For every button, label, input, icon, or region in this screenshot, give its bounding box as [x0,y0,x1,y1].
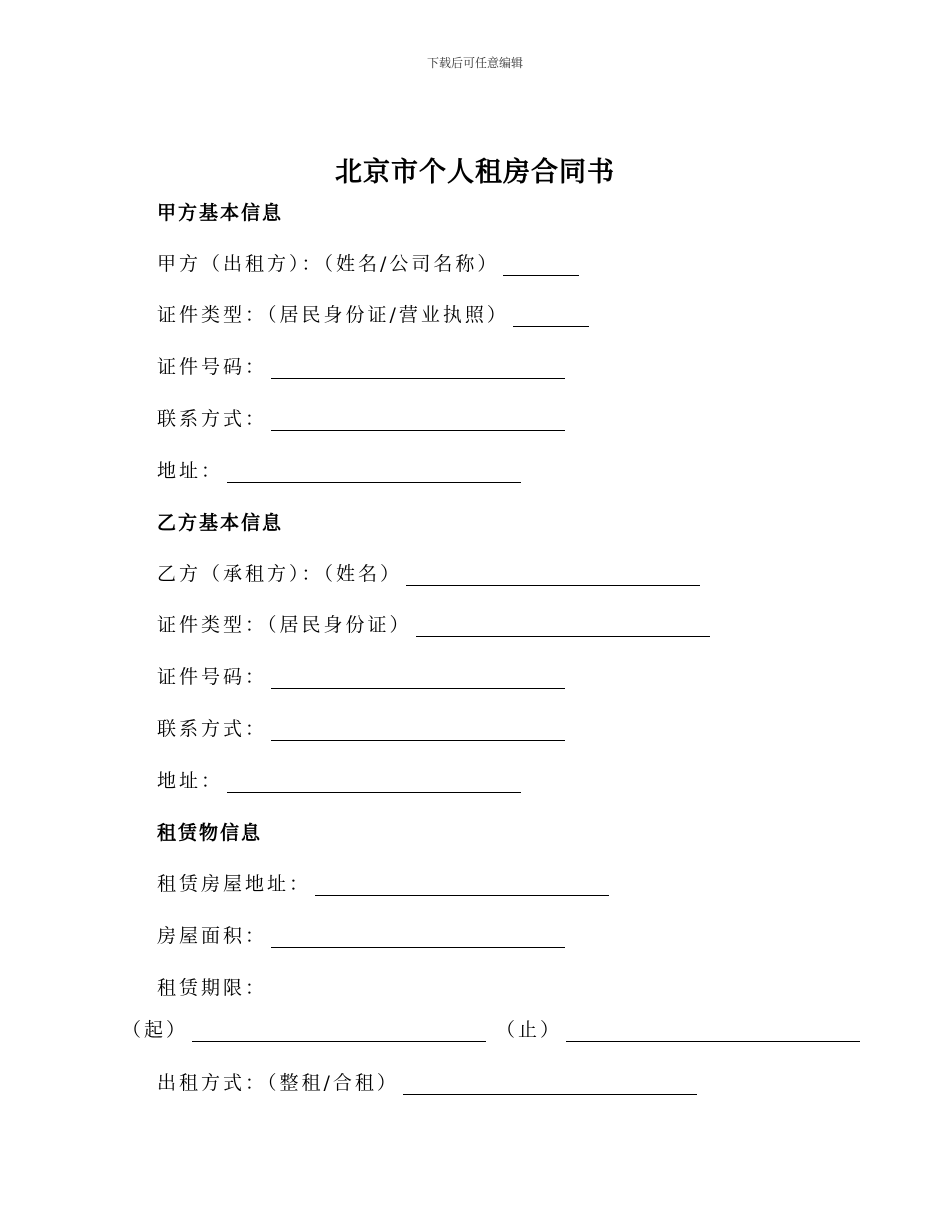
party-b-address-field[interactable] [227,770,521,793]
party-b-id-number-row [157,662,565,689]
party-b-contact-row [157,714,565,741]
party-b-address-label: 地址： [157,770,224,792]
party-b-id-number-field[interactable] [271,666,565,689]
party-a-id-number-label: 证件号码： [157,356,268,378]
property-area-row [157,921,565,948]
property-area-field[interactable] [271,925,565,948]
property-address-row [157,869,609,896]
property-area-label: 房屋面积： [157,925,268,947]
lease-end-field[interactable] [566,1019,860,1042]
party-a-id-type-label: 证件类型：（居民身份证/营业执照） [157,304,509,326]
party-b-id-type-row [157,610,710,637]
party-a-heading: 甲方基本信息 [157,202,284,224]
lease-term-row [157,973,267,1000]
party-a-id-type-row [157,300,589,327]
party-b-id-type-field[interactable] [416,614,710,637]
lease-period-row [122,1015,860,1042]
party-a-id-number-field[interactable] [271,356,565,379]
party-a-id-type-field[interactable] [513,304,589,327]
party-a-address-field[interactable] [227,460,521,483]
property-address-label: 租赁房屋地址： [157,873,312,895]
lease-start-label: （起） [122,1019,189,1041]
rental-mode-field[interactable] [403,1072,697,1095]
party-b-contact-field[interactable] [271,718,565,741]
party-a-name-field[interactable] [503,253,579,276]
document-title: 北京市个人租房合同书 [335,157,615,188]
party-b-heading: 乙方基本信息 [157,512,284,534]
party-b-address-row [157,766,521,793]
property-heading: 租赁物信息 [157,822,263,844]
party-a-id-number-row [157,352,565,379]
party-a-name-row [157,249,579,276]
lease-start-field[interactable] [192,1019,486,1042]
party-a-contact-row [157,404,565,431]
lease-term-label: 租赁期限： [157,977,268,999]
party-b-id-number-label: 证件号码： [157,666,268,688]
party-a-address-label: 地址： [157,460,224,482]
party-a-contact-label: 联系方式： [157,408,268,430]
header-note: 下载后可任意编辑 [426,56,523,70]
party-b-contact-label: 联系方式： [157,718,268,740]
property-address-field[interactable] [315,873,609,896]
lease-end-label: （止） [496,1019,563,1041]
party-a-contact-field[interactable] [271,408,565,431]
party-b-name-row [157,559,700,586]
party-b-name-field[interactable] [406,563,700,586]
party-b-name-label: 乙方（承租方）：（姓名） [157,563,403,585]
rental-mode-label: 出租方式：（整租/合租） [157,1072,399,1094]
rental-mode-row [157,1068,697,1095]
party-b-id-type-label: 证件类型：（居民身份证） [157,614,412,636]
party-a-address-row [157,456,521,483]
party-a-name-label: 甲方（出租方）：（姓名/公司名称） [157,253,500,275]
